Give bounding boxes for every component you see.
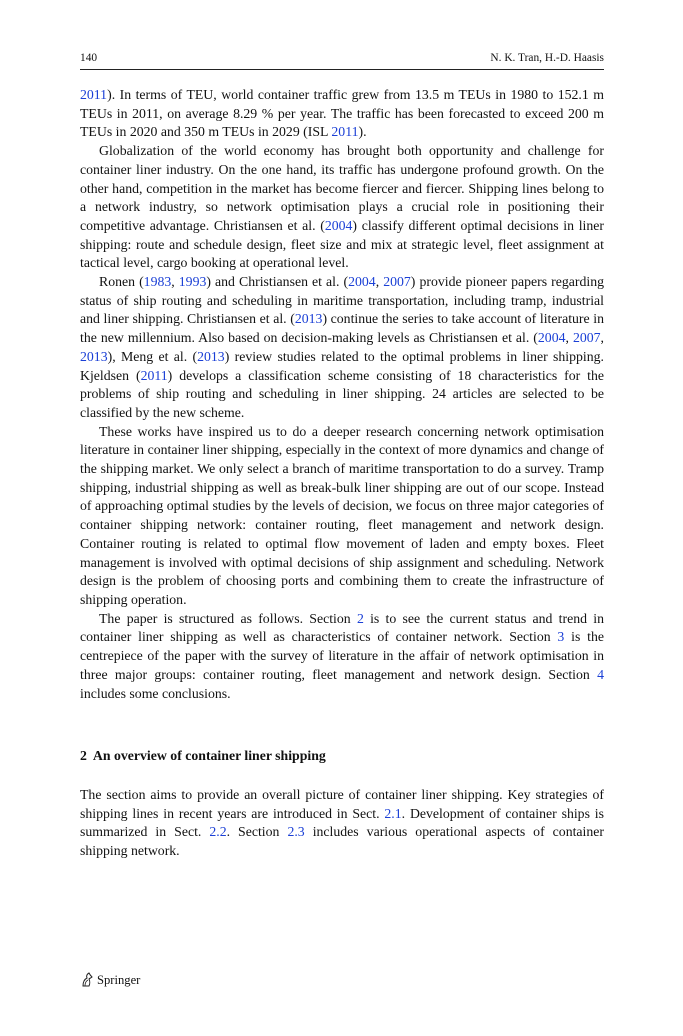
- citation-link[interactable]: 1983: [143, 274, 172, 290]
- paragraph: These works have inspired us to do a deeper research concerning network optimisation literature in container liner shipping, especially in the context of more dynamics and change of the shipping market. We only select a branch of maritime transportation to do a survey. Tramp shipping, industrial shipping as well as break-bulk liner shipping are out of our scope. Instead of approaching optimal studies by the levels of decision, we focus on three major categories of container shipping network: container routing, fleet management and network design. Container routing is related to optimal flow movement of laden and empty boxes. Fleet management is involved with optimal decisions of ship assignment and scheduling. Network design is the problem of choosing ports and combining them to create the infrastructure of shipping operation.: [80, 423, 604, 607]
- article-body: [80, 86, 604, 861]
- paragraph: Ronen (1983, 1993) and Christiansen et al. (2004, 2007) provide pioneer papers regarding status of ship routing and scheduling in maritime transportation, including tramp, industrial and liner shipping. Christiansen et al. (2013) continue the series to take account of literature in the new millennium. Also based on decision-making levels as Christiansen et al. (2004, 2007, 2013), Meng et al. (2013) review studies related to the optimal problems in liner shipping. Kjeldsen (2011) develops a classification scheme consisting of 18 characteristics for the problems of ship routing and scheduling in liner shipping. 24 articles are selected to be classified by the new scheme.: [80, 274, 605, 420]
- springer-horse-icon: [80, 972, 94, 988]
- paragraph: 2011). In terms of TEU, world container traffic grew from 13.5 m TEUs in 1980 to 152.1 m TEUs in 2011, on average 8.29 % per year. The traffic has been forecasted to exceed 200 m TEUs in 2020 and 350 m TEUs in 2029 (ISL 2011).: [80, 87, 604, 140]
- page-number: 140: [80, 52, 98, 64]
- paragraph: The section aims to provide an overall picture of container liner shipping. Key strategies of shipping lines in recent years are introduced in Sect. 2.1. Development of container ships is summarized in Sect. 2.2. Section 2.3 includes various operational aspects of container shipping network.: [80, 786, 605, 859]
- section-link[interactable]: 4: [597, 666, 604, 682]
- citation-link[interactable]: 2013: [197, 348, 225, 364]
- citation-link[interactable]: 2013: [294, 311, 323, 327]
- section-title: An overview of container liner shipping: [92, 748, 326, 764]
- section-link[interactable]: 2.1: [384, 805, 402, 821]
- citation-link[interactable]: 2004: [324, 217, 353, 233]
- citation-link[interactable]: 1993: [178, 274, 207, 290]
- page-footer: [80, 972, 140, 988]
- section-link[interactable]: 2.2: [209, 824, 227, 840]
- citation-link[interactable]: 2004: [348, 274, 376, 290]
- citation-link[interactable]: 2004: [537, 330, 566, 346]
- citation-link[interactable]: 2011: [331, 124, 359, 140]
- paragraph: The paper is structured as follows. Section 2 is to see the current status and trend in container liner shipping as well as characteristics of container network. Section 3 is the centrepiece of the paper with the survey of literature in the affair of network optimisation in three major groups: container routing, fleet management and network design. Section 4 includes some conclusions.: [80, 610, 604, 701]
- section-link[interactable]: 2.3: [287, 824, 305, 840]
- page-header: [80, 47, 604, 70]
- section-link[interactable]: 2: [356, 610, 364, 626]
- paragraph: Globalization of the world economy has brought both opportunity and challenge for container liner industry. On the one hand, its traffic has undergone profound growth. On the other hand, competition in the market has become fiercer and fiercer. Shipping lines belong to a network industry, so network optimisation plays a crucial role in positioning their competitive advantage. Christiansen et al. (2004) classify different optimal decisions in liner shipping: route and schedule design, fleet size and mix at strategic level, fleet assignment at tactical level, cargo booking at operational level.: [80, 143, 604, 271]
- citation-link[interactable]: 2011: [140, 367, 168, 383]
- citation-link[interactable]: 2013: [80, 348, 108, 364]
- citation-link[interactable]: 2011: [80, 87, 108, 102]
- section-heading: [80, 747, 604, 766]
- running-head-authors: N. K. Tran, H.-D. Haasis: [490, 52, 604, 64]
- section-link[interactable]: 3: [557, 629, 565, 645]
- citation-link[interactable]: 2007: [572, 330, 601, 346]
- section-number: 2: [80, 748, 87, 764]
- publisher-name: Springer: [97, 972, 141, 987]
- citation-link[interactable]: 2007: [383, 274, 411, 290]
